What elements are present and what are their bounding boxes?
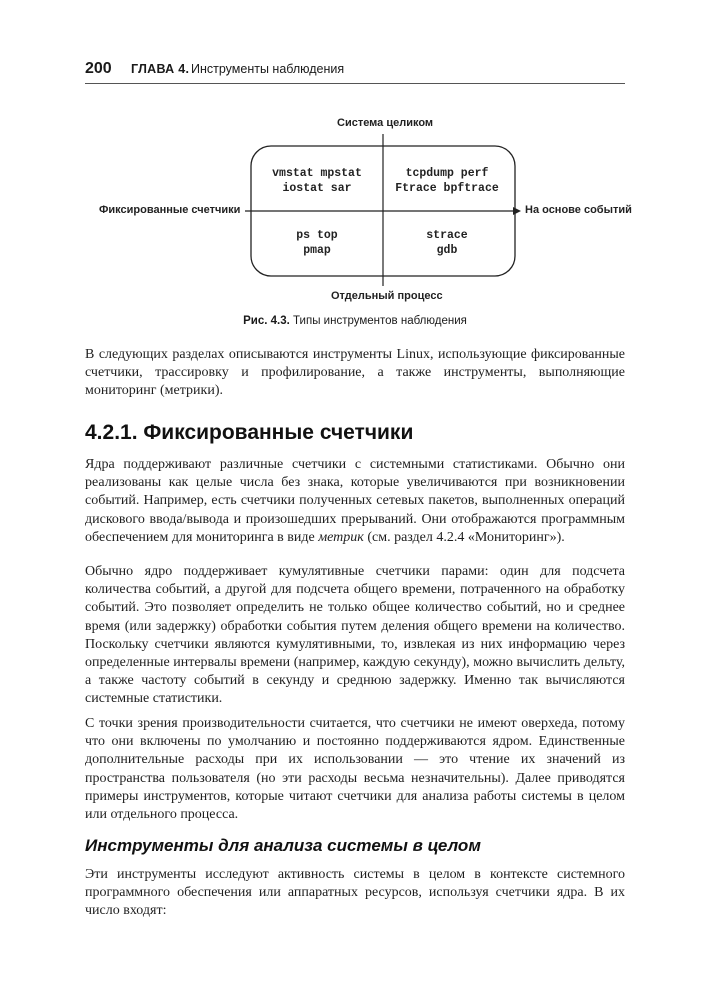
cell-line: tcpdump perf xyxy=(405,167,489,180)
axis-label-left: Фиксированные счетчики xyxy=(99,204,241,216)
cell-line: Ftrace bpftrace xyxy=(395,182,499,195)
cell-line: pmap xyxy=(303,244,331,257)
axis-label-bottom: Отдельный процесс xyxy=(331,290,443,302)
arrow-head-icon xyxy=(513,207,521,215)
figure-observability-types xyxy=(85,110,632,335)
cell-bottom-left xyxy=(261,228,373,258)
caption-text: Типы инструментов наблюдения xyxy=(289,315,467,327)
axis-label-right: На основе событий xyxy=(525,204,632,216)
subsection-paragraph-1: Эти инструменты исследуют активность системы в целом в контексте системного программного обеспечения или аппаратных ресурсов, используя счетчики ядра. В их число входят: xyxy=(85,867,625,919)
header-divider xyxy=(85,83,625,84)
cell-line: vmstat mpstat xyxy=(272,167,362,180)
section-paragraph-2: Обычно ядро поддерживает кумулятивные счетчики парами: один для подсчета количества событий, а другой для подсчета общего времени, потраченного на обработку событий. Это позволяет определить не только общее количество событий, но и среднее время (или задержку) обработки события путем деления общего времени на количество. Поскольку счетчики являются кумулятивными, то, извлекая из них информацию через определенные интервалы времени (например, каждую секунду), можно вычислить дельту, а также частоту событий в секунду и среднюю задержку. Именно так вычисляются системные статистики. xyxy=(85,564,625,707)
caption-number: Рис. 4.3. xyxy=(243,315,290,327)
subsection-heading: Инструменты для анализа системы в целом xyxy=(85,836,481,855)
cell-top-left xyxy=(261,166,373,196)
section-paragraph-3: С точки зрения производительности считается, что счетчики не имеют оверхеда, потому что они включены по умолчанию и постоянно поддерживаются ядром. Единственные дополнительные расходы при их использовании — это чтение их значений из пространства пользователя (но эти расходы весьма незначительны). Далее приводятся примеры инструментов, которые читают счетчики для анализа работы системы в целом или отдельного процесса. xyxy=(85,716,625,823)
section-heading: 4.2.1. Фиксированные счетчики xyxy=(85,421,414,444)
cell-top-right xyxy=(385,166,509,196)
chapter-title: Инструменты наблюдения xyxy=(191,62,345,76)
axis-label-top: Система целиком xyxy=(337,117,434,129)
cell-line: iostat sar xyxy=(282,182,352,195)
emphasis-metrics: метрик xyxy=(318,529,364,545)
cell-line: ps top xyxy=(296,229,338,242)
running-header xyxy=(85,60,625,82)
cell-line: gdb xyxy=(436,244,458,257)
cell-bottom-right xyxy=(385,228,509,258)
paragraph-text: (см. раздел 4.2.4 «Мониторинг»). xyxy=(363,529,565,545)
paragraph-text: Ядра поддерживают различные счетчики с системными статистиками. Обычно они реализованы как целые числа без знака, которые увеличиваются при возникновении событий. Например, есть счетчики полученных сетевых пакетов, выполненных операций дискового ввода/вывода и произошедших прерываний. Они отображаются программным обеспечением для мониторинга в виде xyxy=(85,457,625,545)
section-paragraph-1 xyxy=(85,456,625,547)
page-number: 200 xyxy=(85,60,112,77)
cell-line: strace xyxy=(426,229,468,242)
chapter-label: ГЛАВА 4. xyxy=(131,62,190,76)
figure-caption xyxy=(85,315,625,327)
intro-paragraph: В следующих разделах описываются инструменты Linux, использующие фиксированные счетчики, трассировку и профилирование, а также инструменты, выполняющие мониторинг (метрики). xyxy=(85,347,625,399)
